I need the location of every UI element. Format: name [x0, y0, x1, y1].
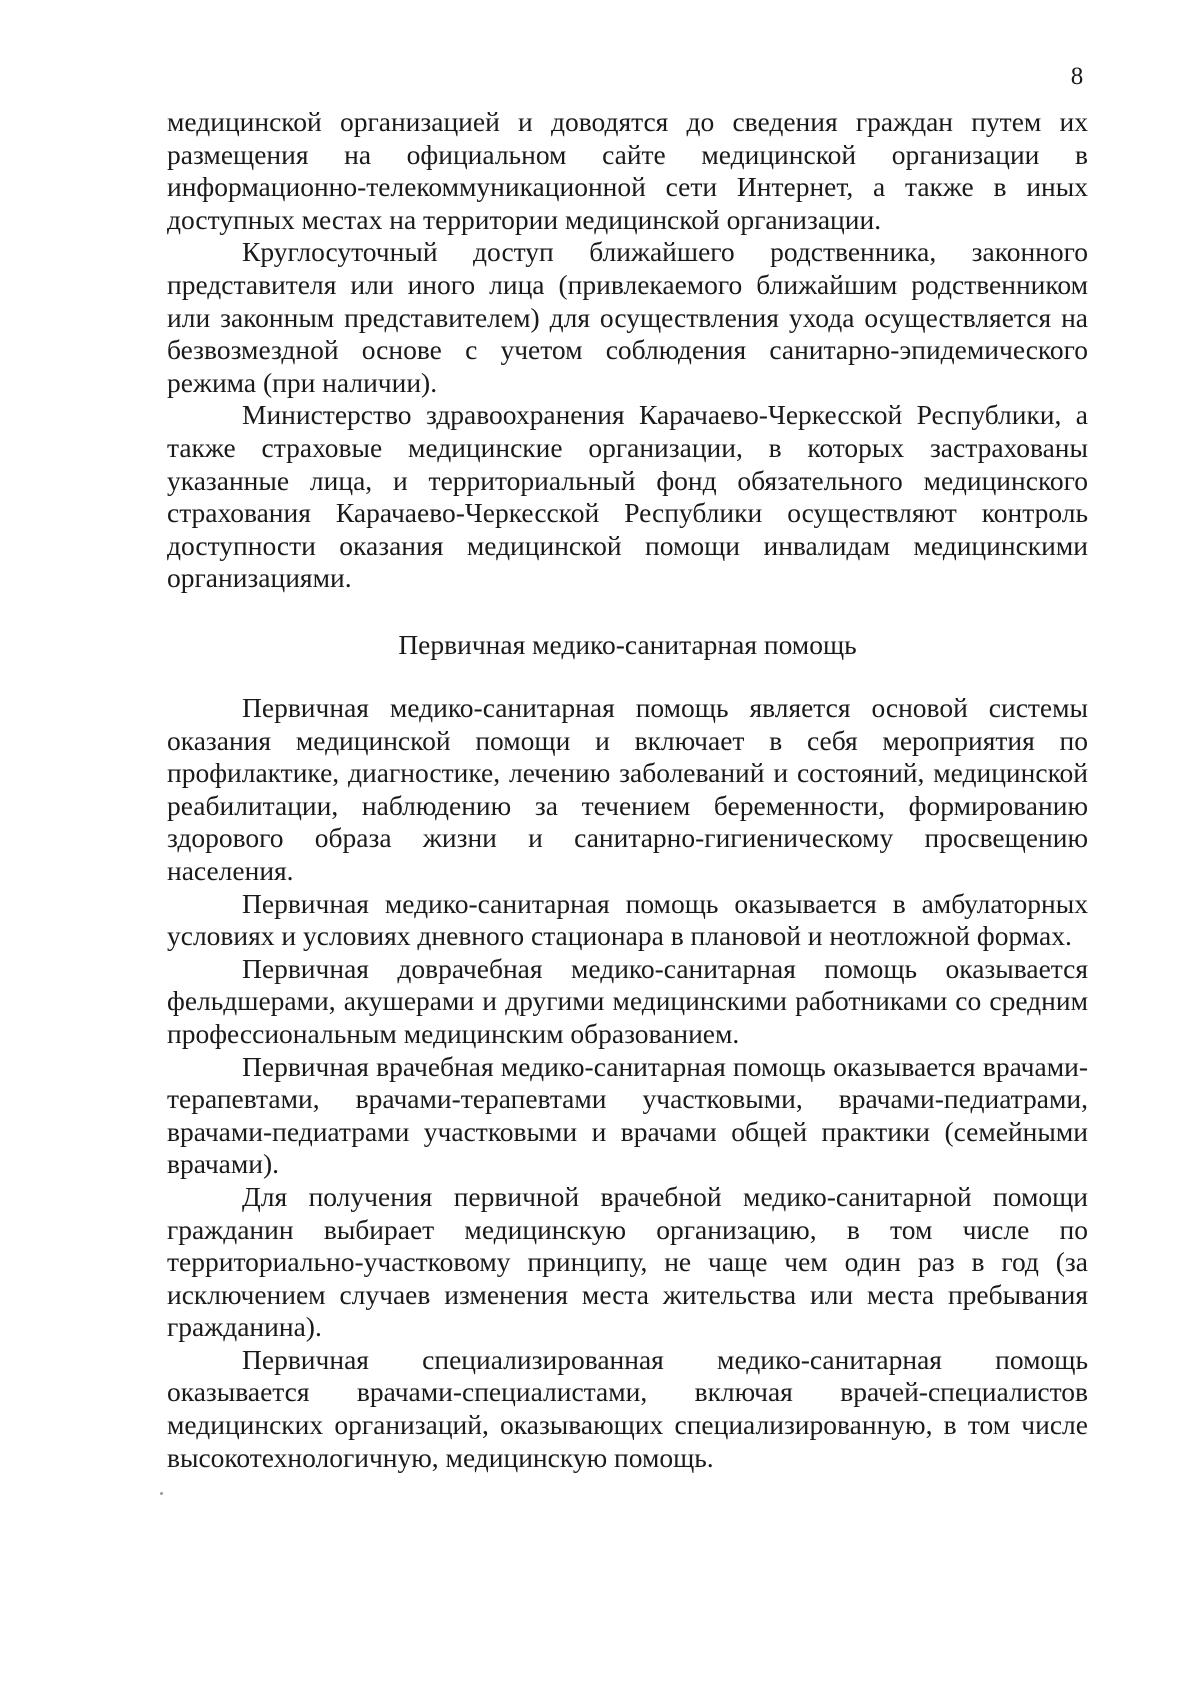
paragraph-primary-care-conditions: Первичная медико-санитарная помощь оказывается в амбулаторных условиях и условиях дневного стационара в плановой и неотложной формах. — [167, 887, 1088, 952]
continued-text-block — [167, 106, 1088, 595]
scan-speck — [160, 1492, 163, 1495]
section-heading: Первичная медико-санитарная помощь — [398, 629, 857, 660]
paragraph-continued: медицинской организацией и доводятся до сведения граждан путем их размещения на официальном сайте медицинской организации в информационно-телекоммуникационной сети Интернет, а также в иных доступных местах на территории медицинской организации. — [167, 106, 1088, 235]
paragraph-ministry-control: Министерство здравоохранения Карачаево-Черкесской Республики, а также страховые медицинские организации, в которых застрахованы указанные лица, и территориальный фонд обязательного медицинского страхования Карачаево-Черкесской Республики осуществляют контроль доступности оказания медицинской помощи инвалидам медицинскими организациями. — [167, 399, 1088, 594]
paragraph-organization-choice: Для получения первичной врачебной медико-санитарной помощи гражданин выбирает медицинскую организацию, в том числе по территориально-участковому принципу, не чаще чем один раз в год (за исключением случаев изменения места жительства или места пребывания гражданина). — [167, 1180, 1088, 1343]
paragraph-primary-care-basis: Первичная медико-санитарная помощь является основой системы оказания медицинской помощи и включает в себя мероприятия по профилактике, диагностике, лечению заболеваний и состояний, медицинской реабилитации, наблюдению за течением беременности, формированию здорового образа жизни и санитарно-гигиеническому просвещению населения. — [167, 692, 1088, 886]
paragraph-round-the-clock-access: Круглосуточный доступ ближайшего родственника, законного представителя или иного лица (привлекаемого ближайшим родственником или законным представителем) для осуществления ухода осуществляется на безвозмездной основе с учетом соблюдения санитарно-эпидемического режима (при наличии). — [167, 236, 1088, 398]
page-number: 8 — [1070, 63, 1084, 90]
section-text-block — [167, 692, 1088, 1474]
paragraph-pre-medical-care: Первичная доврачебная медико-санитарная помощь оказывается фельдшерами, акушерами и другими медицинскими работниками со средним профессиональным медицинским образованием. — [167, 952, 1088, 1049]
paragraph-specialized-care: Первичная специализированная медико-санитарная помощь оказывается врачами-специалистами, включая врачей-специалистов медицинских организаций, оказывающих специализированную, в том числе высокотехнологичную, медицинскую помощь. — [167, 1343, 1088, 1473]
paragraph-physician-care: Первичная врачебная медико-санитарная помощь оказывается врачами-терапевтами, врачами-терапевтами участковыми, врачами-педиатрами, врачами-педиатрами участковыми и врачами общей практики (семейными врачами). — [167, 1050, 1088, 1180]
